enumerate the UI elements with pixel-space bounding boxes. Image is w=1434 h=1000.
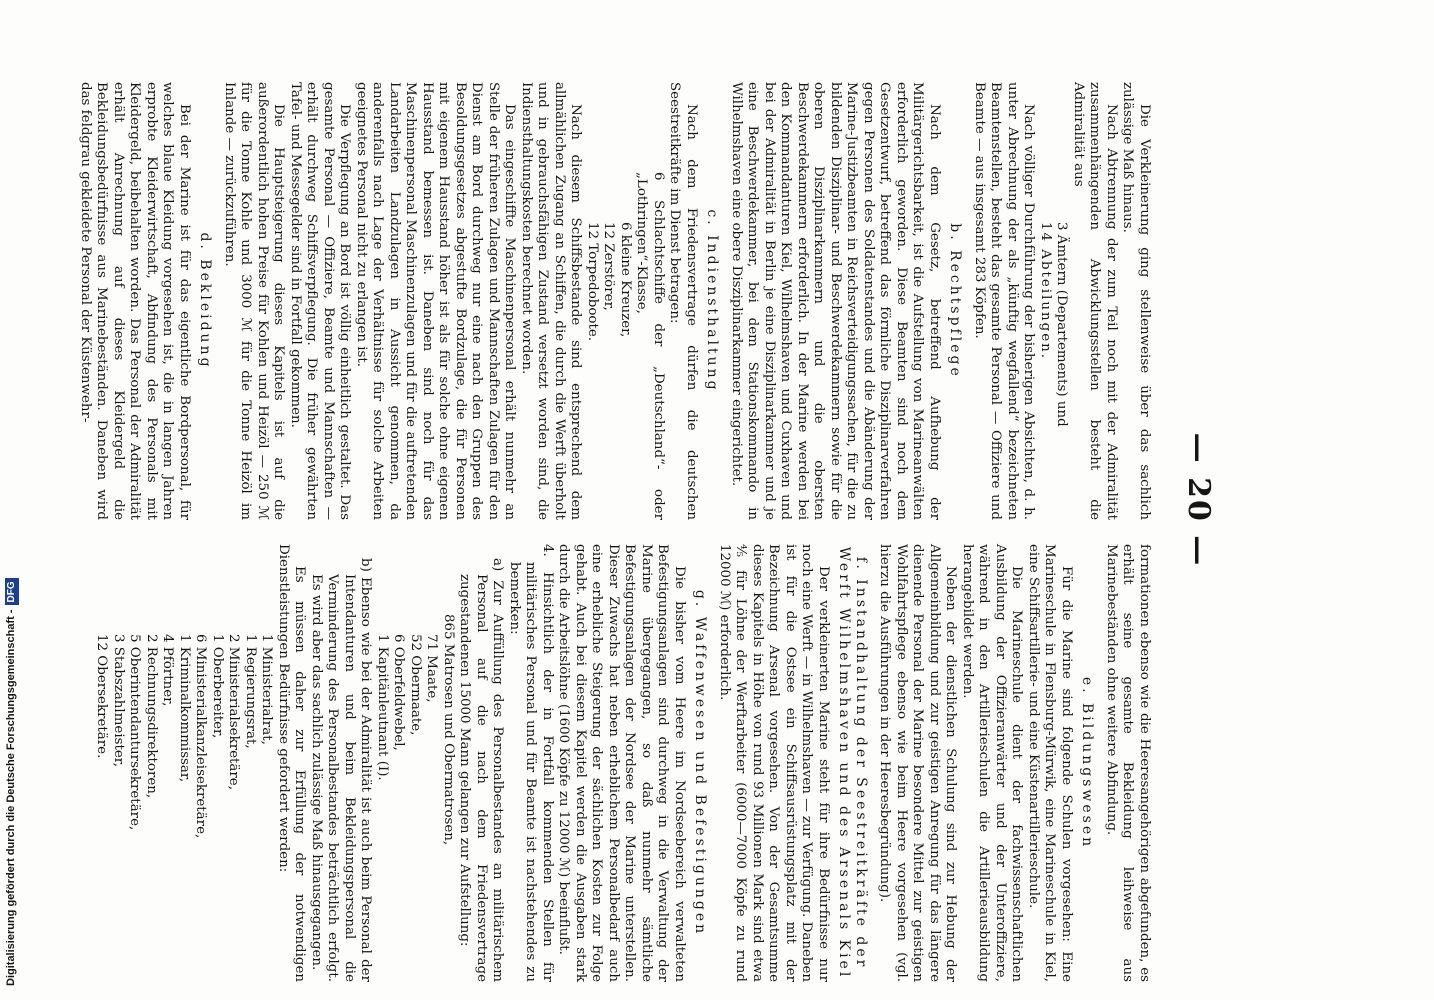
official-line: 1 Kriminalkommissar, xyxy=(177,634,192,783)
paragraph: Nach Abtrennung der zum Teil noch mit der Admiralität zusammenhängenden Abwicklungsstellen besteht die Admiralität aus xyxy=(1071,82,1119,520)
credit-text: Digitalisierung gefördert durch die Deutsche Forschungsgemeinschaft - xyxy=(5,609,17,986)
paragraph: formationen ebenso wie die Heeresangehörigen abgefunden, es erhält seine gesamte Bekleidung leihweise aus Marinebeständen ohne weitere Abfindung. xyxy=(1104,544,1152,982)
paragraph: Der verkleinerten Marine steht für ihre Bedürfnisse nur noch eine Werft — in Wilhelmshaven — zur Verfügung. Daneben ist für die Ostsee ein Schiffsausrüstungsplatz mit der Bezeichnung Arsenal vorgesehen. Von der Gesamtsumme dieses Kapitels in Höhe von rund 93 Millionen Mark sind etwa ⅘ für Löhne der Werftarbeiter (6000—7000 Köpfe zu rund 12000 ℳ) erforderlich. xyxy=(717,544,831,982)
stat-line: 1 Kapitänleutnant (I). xyxy=(375,634,390,781)
paragraph: Die bisher vom Heere im Nordseebereich verwalteten Befestigungsanlagen sind durchweg in die Verwaltung der Marine übergegangen, so daß nunmehr sämtliche Befestigungsanlagen der Nordsee der Marine unterstellen. Dieser Zuwachs hat neben erheblichem Personalbedarf auch eine erhebliche Steigerung der sächlichen Kosten zur Folge gehabt. Auch bei diesem Kapitel werden die Ausgaben stark durch die Arbeitslöhne (1600 Köpfe zu 12000 ℳ) beeinflußt. xyxy=(556,544,687,982)
page-number: — 20 — xyxy=(1181,432,1216,568)
official-line: 1 Regierungsrat, xyxy=(243,634,258,749)
section-heading-indiensthaltung: c. Indiensthaltung xyxy=(704,209,721,393)
digitization-credit xyxy=(4,0,18,1000)
numbered-item: 4. Hinsichtlich der in Fortfall kommenden Stellen für militärisches Personal und für Beamte ist nachstehendes zu bemerken: xyxy=(507,544,555,982)
ship-list-item: 12 Torpedoboote. xyxy=(585,222,600,342)
lettered-item: b) Ebenso wie bei der Admiralität ist auch beim Personal der Intendanturen und beim Bekleidungspersonal die Verminderung des Personalbestandes beträchtlich erfolgt. Es wird aber das sachlich zulässige Maß hinausgegangen. xyxy=(309,558,374,982)
paragraph: Neben der dienstlichen Schulung sind zur Hebung der Allgemeinbildung und zur geistigen Anregung für das längere dienende Personal der Marine besondere Mittel zur geistigen Wohlfahrtspflege ebenso wie beim Heere vorgesehen (vgl. hierzu die Ausführungen in der Heeresbegründung). xyxy=(877,544,959,982)
official-line: 12 Obersekretäre. xyxy=(94,634,110,759)
paragraph: Nach dem Friedensvertrage dürfen die deutschen Seestreitkräfte im Dienst betragen: xyxy=(667,82,699,520)
ship-list-item: 12 Zerstörer, xyxy=(601,222,617,311)
paragraph: Nach völliger Durchführung der bisherigen Absichten, d. h. unter Abrechnung der als „künftig wegfallend“ bezeichneten Beamtenstellen, besteht das gesamte Personal — Offiziere und Beamte — aus insgesamt 283 Köpfen. xyxy=(972,82,1037,520)
right-text-column xyxy=(93,544,1152,982)
section-heading-bildungswesen: e. Bildungswesen xyxy=(1079,676,1096,850)
paragraph: Nach diesem Schiffsbestande sind entsprechend dem allmählichen Zugang an Schiffen, die durch die Werft überholt und in gebrauchsfähigen Zustand versetzt worden sind, die Indiensthaltungskosten berechnet worden. xyxy=(519,82,584,520)
official-line: 2 Ministerialsekretäre, xyxy=(226,634,242,790)
lettered-item: a) Zur Auffüllung des Personalbestandes an militärischem Personal auf die nach dem Friedensvertrage zugestandenen 15000 Mann gelangen zur Aufstellung: xyxy=(457,558,506,982)
official-line: 2 Rechnungsdirektoren, xyxy=(144,634,159,799)
count-line: 14 Abteilungen. xyxy=(1038,222,1053,361)
stat-line: 71 Maate, xyxy=(424,634,440,703)
ship-list-item: 6 kleine Kreuzer, xyxy=(618,222,633,338)
paragraph: Die Verkleinerung ging stellenweise über das sachlich zulässige Maß hinaus. xyxy=(1120,82,1152,520)
section-heading-rechtspflege: b. Rechtspflege xyxy=(947,223,964,379)
official-line: 5 Oberintendantursekretäre, xyxy=(127,634,143,831)
official-line: 4 Pförtner, xyxy=(160,634,176,707)
official-line: 1 Ministerialrat, xyxy=(259,634,275,745)
paragraph: Für die Marine sind folgende Schulen vorgesehen: Eine Marineschule in Flensburg-Mürwik, eine Marineschule in Kiel, eine Schiffsartillerie- und eine Küstenartillerieschule. xyxy=(1026,544,1074,982)
paragraph: Die Verpflegung an Bord ist völlig einheitlich gestaltet. Das gesamte Personal — Offiziere, Beamte und Mannschaften — erhält durchweg Schiffsverpflegung. Die früher gewährten Tafel- und Messegelder sind in Fortfall gekommen. xyxy=(288,82,353,520)
section-heading-instandhaltung: f. Instandhaltung der Seestreitkräfte der Werft Wilhelmshaven und des Arsenals Kiel xyxy=(836,546,869,980)
paragraph: Bei der Marine ist für das eigentliche Bordpersonal, für welches blaue Kleidung vorgesehen ist, die in langen Jahren erprobte Kleiderwirtschaft, Abfindung des Personals mit Kleidergeld, beibehalten worden. Das Personal der Admiralität erhält Anrechnung auf dieses Kleidergeld die Bekleidungsbedürfnisse aus Marinebeständen. Daneben wird das feldgrau gekleidete Personal der Küstenwehr- xyxy=(78,82,192,520)
paragraph: Es müssen daher zur Erfüllung der notwendigen Dienstleistungen Bedürfnisse gefordert werden: xyxy=(276,544,308,982)
official-line: 1 Oberbereiter, xyxy=(210,634,225,739)
paragraph: Das eingeschiffte Maschinenpersonal erhält nunmehr an Stelle der früheren Zulagen und Mannschaften Zulagen für den Dienst am Bord durchweg nur eine nach den Gruppen des Besoldungsgesetzes abgestufte Bordzulage, die für Personen mit eigenem Hausstand höher ist als für solche ohne eigenen Hausstand bemessen ist. Daneben sind noch für das Maschinenpersonal Maschinenzulagen und für die auftretenden Landarbeiten Landzulagen in Aussicht genommen, da anderenfalls nach Lage der Verhältnisse für solche Arbeiten geeignetes Personal nicht zu erlangen ist. xyxy=(354,82,518,520)
official-line: 3 Stabszahlmeister, xyxy=(111,634,126,767)
section-heading-waffenwesen: g. Waffenwesen und Befestigungen xyxy=(692,589,709,937)
stat-line: 6 Oberfeldwebel, xyxy=(391,634,407,751)
stat-line: 865 Matrosen und Obermatrosen, xyxy=(441,614,456,846)
stat-line: 52 Obermaate, xyxy=(408,634,423,736)
paragraph: Nach dem Gesetz, betreffend Aufhebung der Militärgerichtsbarkeit, ist die Aufstellung von Marineanwälten erforderlich geworden. Diese Beamten sind noch dem Gesetzentwurf, betreffend das förmliche Disziplinarverfahren gegen Personen des Soldatenstandes und die Abänderung der Marine-Justizbeamten in Reichsverteidigungssachen, für die zu bildenden Disziplinar- und Beschwerdekammern sowie für die oberen Disziplinarkammern und die obersten Beschwerdekammern erforderlich. In der Marine werden bei den Kommandanturen Kiel, Wilhelmshaven und Cuxhaven und bei der Admiralität in Berlin je eine Disziplinarkammer und je eine Beschwerdekammer, bei dem Stationskommando in Wilhelmshaven eine obere Disziplinarkammer eingerichtet. xyxy=(729,82,942,520)
left-text-column xyxy=(77,82,1153,520)
ship-list-item: 6 Schlachtschiffe der „Deutschland“- oder „Lothringen“-Klasse, xyxy=(634,172,666,520)
dfg-logo: DFG xyxy=(5,578,19,605)
section-heading-bekleidung: d. Bekleidung xyxy=(197,232,214,370)
official-line: 6 Ministerialkanzleisekretäre, xyxy=(193,634,209,839)
paragraph: Die Marineschule dient der fachwissenschaftlichen Ausbildung der Offizieranwärter und der Unteroffiziere, während in den Artillerieschulen die Artillerieausbildung herangebildet werden. xyxy=(960,544,1025,982)
count-line: 3 Ämtern (Departements) und xyxy=(1054,222,1070,427)
paragraph: Die Hauptsteigerung dieses Kapitels ist auf die außerordentlich hohen Preise für Kohlen und Heizöl — 250 ℳ für die Tonne Kohle und 3000 ℳ für die Tonne Heizöl im Inlande — zurückzuführen. xyxy=(222,82,287,520)
